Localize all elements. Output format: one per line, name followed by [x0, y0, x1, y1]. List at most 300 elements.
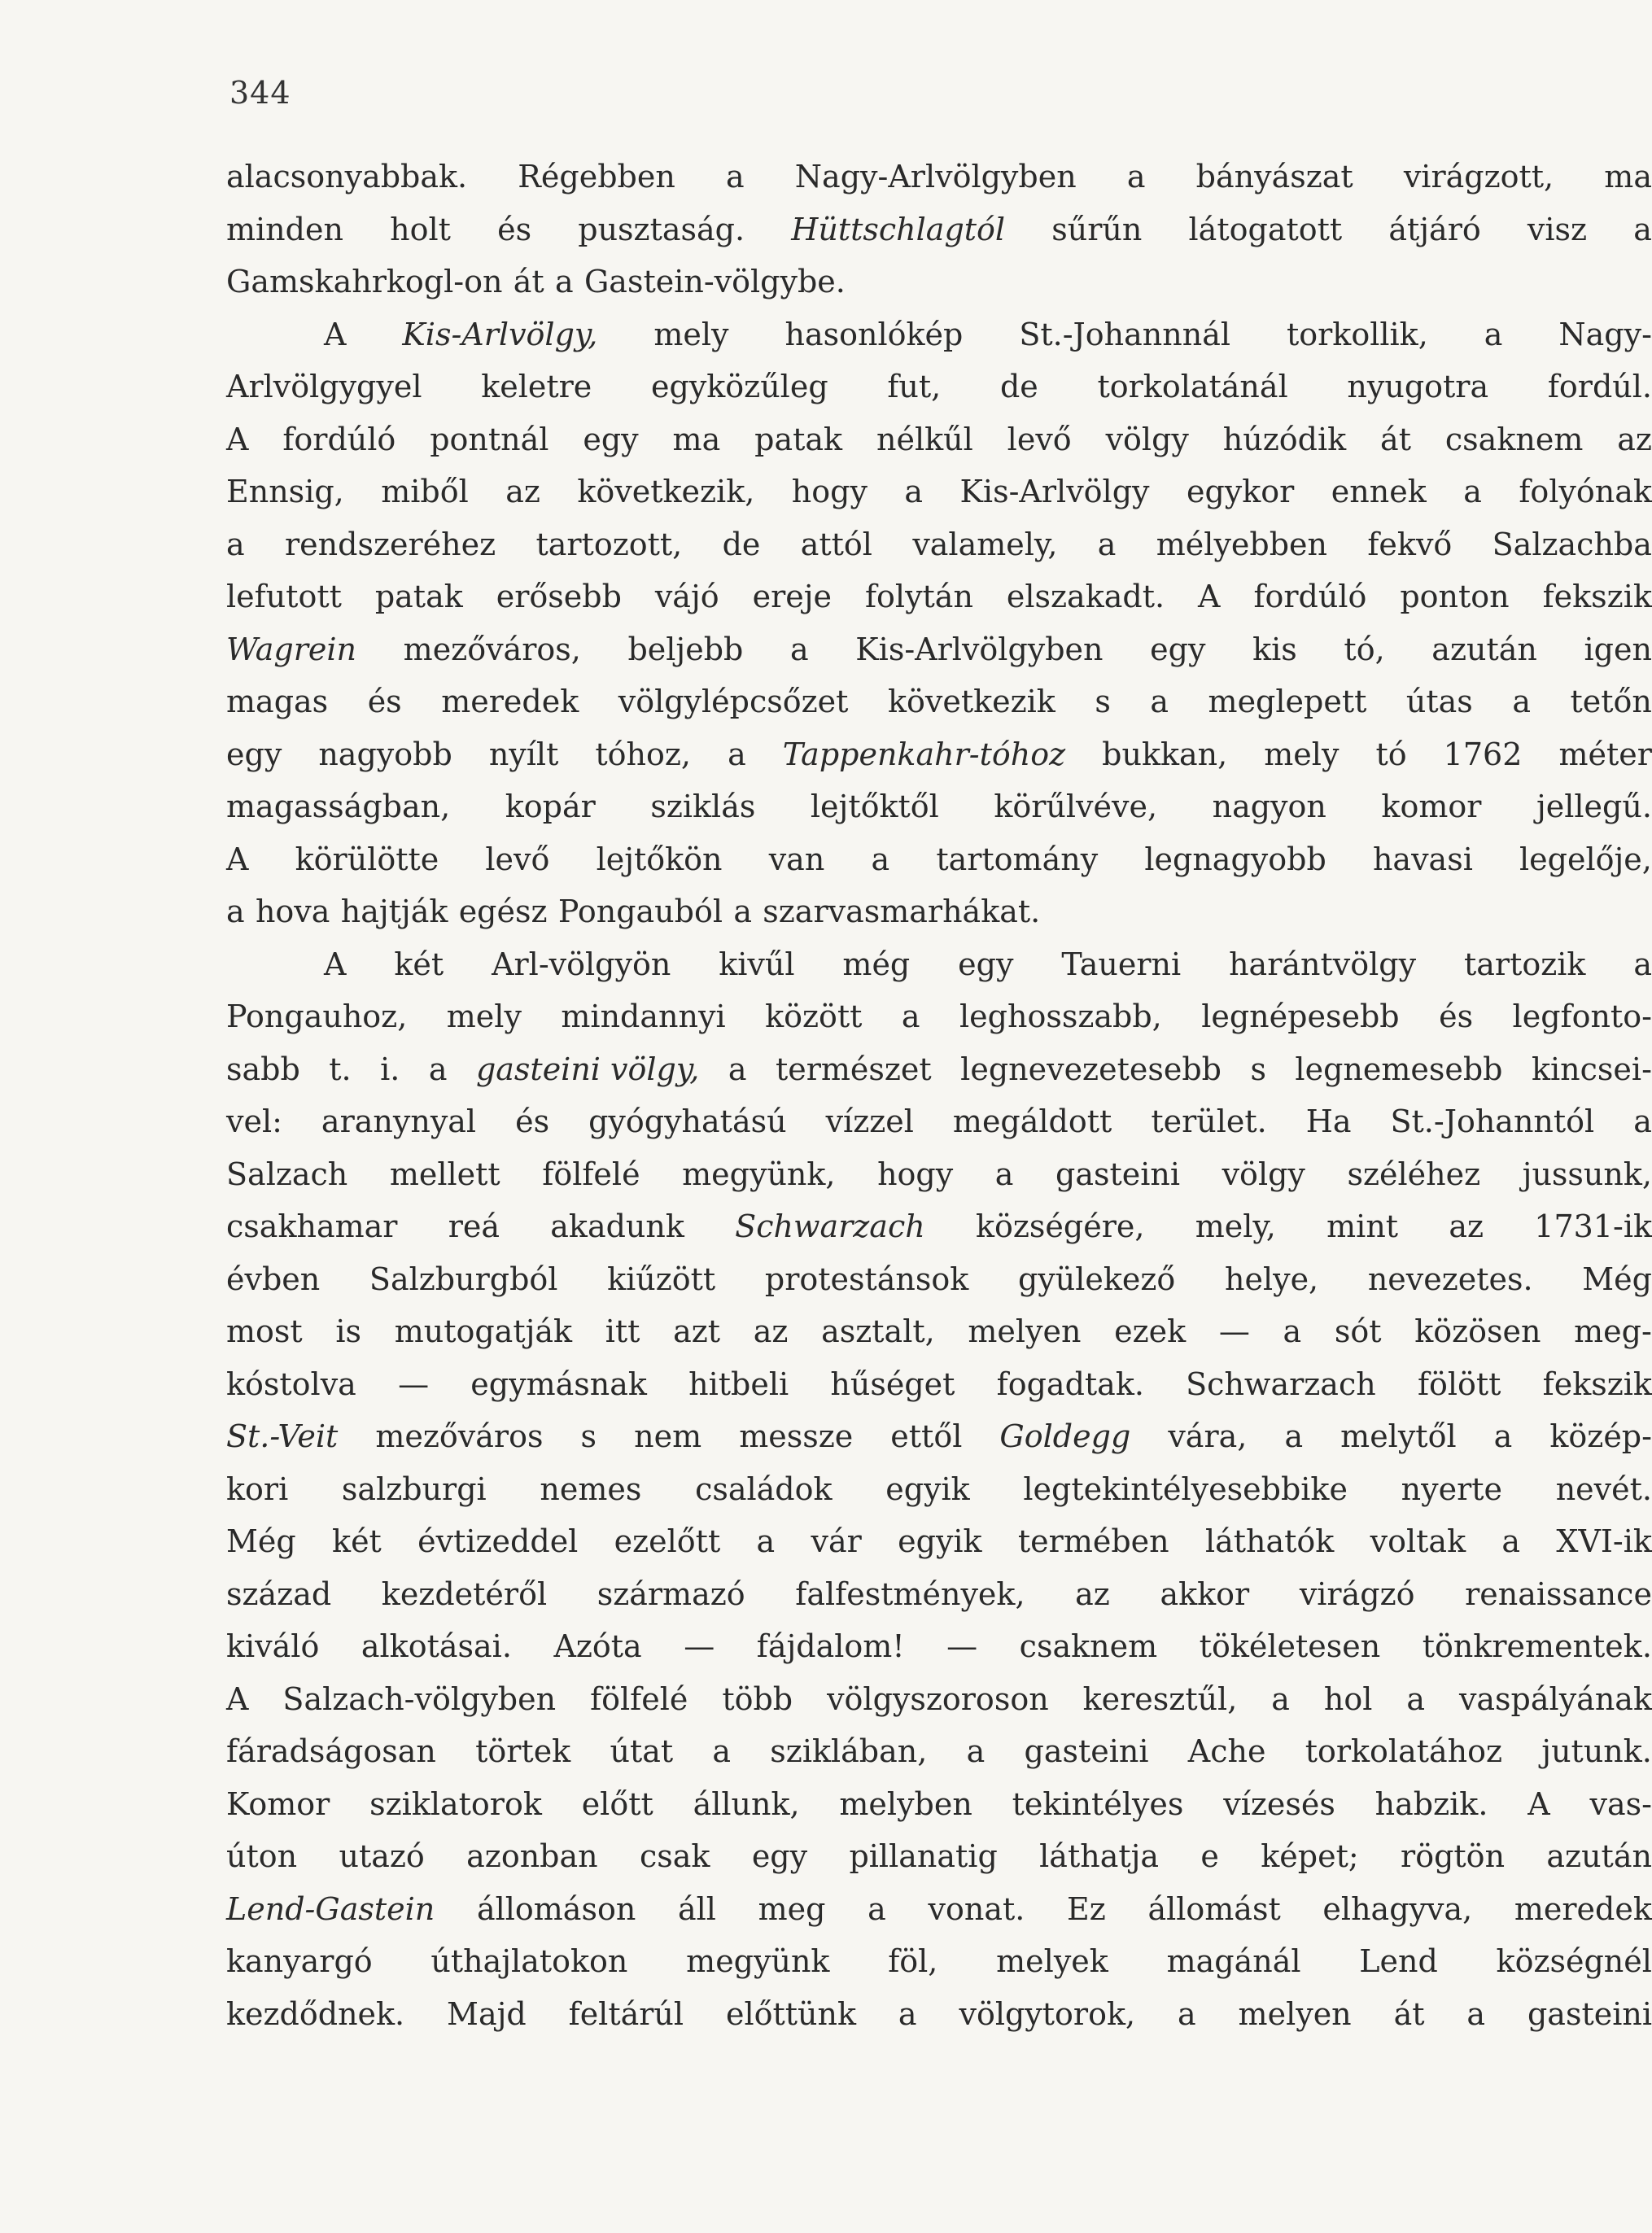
word: meglepett — [1208, 684, 1367, 719]
italic-term: gasteini völgy, — [475, 1051, 700, 1087]
word: lejtőkön — [596, 841, 723, 877]
word: magánál — [1166, 1943, 1301, 1979]
word: a — [871, 841, 890, 877]
word: állomást — [1147, 1890, 1281, 1927]
text-line — [226, 1471, 1652, 1524]
word: St.-Johanntól — [1390, 1103, 1595, 1139]
word: ettől — [890, 1418, 963, 1454]
word: visz — [1527, 211, 1588, 247]
word: melyben — [839, 1785, 972, 1822]
word: csak — [639, 1838, 710, 1874]
word: pontnál — [430, 421, 549, 457]
word: vaspályának — [1458, 1680, 1652, 1717]
word: kiváló — [226, 1628, 320, 1664]
text-line — [226, 1523, 1652, 1576]
word: és — [497, 211, 532, 247]
word: a — [790, 631, 809, 667]
word: a — [756, 1523, 776, 1559]
word: megyünk — [686, 1943, 830, 1979]
word: látogatott — [1188, 211, 1343, 247]
word: az — [505, 474, 540, 509]
word: St.-Johannnál — [1019, 316, 1231, 352]
word: azután — [1546, 1838, 1652, 1874]
word: a — [1150, 684, 1169, 719]
word: fölfelé — [542, 1156, 640, 1192]
word: legnemesebb — [1295, 1051, 1503, 1087]
word: vízzel — [825, 1103, 914, 1139]
text-line — [226, 684, 1652, 736]
word: lefutott — [226, 579, 342, 614]
word: a — [1633, 1103, 1652, 1139]
text-line — [226, 736, 1652, 789]
word: virágzott, — [1403, 159, 1554, 194]
text-line — [226, 212, 1652, 264]
word: t. — [329, 1051, 352, 1087]
word: — — [398, 1366, 430, 1402]
word: kopár — [505, 789, 596, 824]
word: melytől — [1340, 1418, 1457, 1454]
word: tönkrementek. — [1422, 1628, 1652, 1664]
word: Schwarzach — [1186, 1366, 1376, 1402]
word: előtt — [581, 1785, 653, 1822]
word: sót — [1334, 1313, 1382, 1349]
word: Régebben — [518, 159, 675, 194]
word: Gastein-völgybe. — [583, 264, 846, 299]
word: minden — [226, 211, 343, 247]
word: ma — [1604, 159, 1652, 194]
word: a — [554, 264, 574, 299]
text-line — [226, 317, 1652, 369]
word: kivűl — [719, 946, 795, 982]
word: ereje — [752, 579, 833, 614]
word: a — [1501, 1523, 1521, 1559]
word: a — [966, 1733, 986, 1769]
word: komor — [1381, 789, 1482, 824]
word: kiűzött — [607, 1261, 716, 1297]
word: községére, — [975, 1208, 1145, 1244]
word: magas — [226, 684, 329, 719]
word: torkollik, — [1286, 316, 1428, 352]
text-line — [226, 1891, 1652, 1944]
word: protestánsok — [764, 1261, 969, 1297]
word: völgyszoroson — [827, 1680, 1049, 1717]
word: a — [1097, 526, 1117, 562]
word: fordúló — [282, 421, 396, 457]
word: hasonlókép — [784, 316, 964, 352]
word: hitbeli — [688, 1366, 789, 1402]
text-line — [226, 999, 1652, 1051]
word: vájó — [654, 579, 719, 614]
word: pusztaság. — [578, 211, 745, 247]
word: legfonto- — [1512, 999, 1652, 1034]
text-line — [226, 474, 1652, 527]
text-line — [226, 369, 1652, 422]
word: ponton — [1400, 579, 1510, 614]
word: harántvölgy — [1229, 946, 1417, 982]
word: fordúló — [1253, 579, 1367, 614]
word: és — [1439, 999, 1474, 1034]
word: rögtön — [1401, 1838, 1506, 1874]
word: Lend — [1359, 1943, 1438, 1979]
word: fogadtak. — [996, 1366, 1144, 1402]
word: az — [753, 1313, 789, 1349]
word: fut, — [887, 369, 942, 404]
word: Nagy- — [1558, 316, 1652, 352]
word: útas — [1405, 684, 1473, 719]
word: tó, — [1344, 631, 1385, 667]
word: A — [1527, 1785, 1550, 1822]
word: jellegű. — [1536, 789, 1652, 824]
word: levő — [485, 841, 550, 877]
text-line — [226, 1103, 1652, 1156]
word: vár — [811, 1523, 862, 1559]
italic-term: Kis-Arlvölgy, — [402, 316, 598, 352]
text-line — [226, 841, 1652, 894]
word: legnépesebb — [1201, 999, 1400, 1034]
text-line — [226, 1838, 1652, 1891]
word: fekszik — [1542, 1366, 1652, 1402]
word: a — [1484, 316, 1503, 352]
word: asztalt, — [821, 1313, 935, 1349]
word: vas- — [1589, 1785, 1652, 1822]
word: Ha — [1305, 1103, 1352, 1139]
word: nemes — [540, 1470, 642, 1507]
word: Arl-völgyön — [492, 946, 671, 982]
word: salzburgi — [341, 1470, 487, 1507]
word: Még — [1582, 1261, 1652, 1297]
word: bányászat — [1195, 159, 1353, 194]
word: tökéletesen — [1199, 1628, 1381, 1664]
word: leghosszabb, — [959, 999, 1162, 1034]
text-line — [226, 1681, 1652, 1734]
word: mutogatják — [394, 1313, 573, 1349]
word: nagyon — [1212, 789, 1326, 824]
word: láthatók — [1204, 1523, 1335, 1559]
word: a — [901, 999, 920, 1034]
word: lejtőktől — [810, 789, 939, 824]
word: hogy — [791, 474, 868, 509]
word: 1731-ik — [1534, 1208, 1652, 1244]
italic-term: Schwarzach — [735, 1208, 925, 1244]
word: torkolatához — [1305, 1733, 1503, 1769]
text-line — [226, 946, 1652, 999]
word: törtek — [475, 1733, 571, 1769]
word: kezdetéről — [381, 1575, 548, 1612]
word: a — [725, 159, 745, 194]
word: holt — [390, 211, 451, 247]
word: melyek — [996, 1943, 1108, 1979]
word: legnevezetesebb — [960, 1051, 1222, 1087]
word: a — [1633, 946, 1652, 982]
word: azonban — [466, 1838, 598, 1874]
text-line — [226, 1418, 1652, 1471]
word: tartomány — [936, 841, 1099, 877]
word: egy — [958, 946, 1014, 982]
italic-term: Goldegg — [999, 1418, 1131, 1454]
word: melyen — [1238, 1995, 1352, 2032]
word: egykor — [1186, 474, 1295, 509]
word: völgytorok, — [959, 1995, 1136, 2032]
word: s — [580, 1418, 597, 1454]
word: körülötte — [295, 841, 439, 877]
word: méter — [1558, 736, 1652, 772]
word: a — [1633, 211, 1652, 247]
word: csaknem — [1019, 1628, 1158, 1664]
word: mindannyi — [561, 999, 726, 1034]
word: a — [1271, 1680, 1290, 1717]
word: egy — [226, 736, 282, 772]
word: mely — [446, 999, 522, 1034]
word: át — [1380, 421, 1411, 457]
word: a — [1283, 1313, 1302, 1349]
word: tetőn — [1570, 684, 1652, 719]
word: utazó — [339, 1838, 425, 1874]
word: erősebb — [496, 579, 622, 614]
text-line — [226, 1156, 1652, 1209]
word: jussunk, — [1522, 1156, 1652, 1192]
word: — — [946, 1628, 978, 1664]
word: sziklás — [650, 789, 756, 824]
word: a — [1284, 1418, 1304, 1454]
word: egymásnak — [470, 1366, 647, 1402]
word: széléhez — [1347, 1156, 1481, 1192]
word: családok — [695, 1470, 833, 1507]
word: egy — [583, 421, 639, 457]
word: kanyargó — [226, 1943, 373, 1979]
word: állunk, — [693, 1785, 800, 1822]
word: a — [1406, 1680, 1425, 1717]
text-line — [226, 1051, 1652, 1104]
word: hol — [1323, 1680, 1373, 1717]
text-line — [226, 1786, 1652, 1839]
word: elhagyva, — [1322, 1890, 1473, 1927]
word: A — [1198, 579, 1221, 614]
word: Majd — [447, 1995, 527, 2032]
text-line — [226, 1576, 1652, 1629]
word: sűrűn — [1051, 211, 1143, 247]
word: az — [1075, 1575, 1110, 1612]
word: voltak — [1370, 1523, 1466, 1559]
word: nevét. — [1555, 1470, 1652, 1507]
text-line — [226, 894, 1652, 946]
word: az — [1617, 421, 1652, 457]
word: havasi — [1372, 841, 1473, 877]
page-number: 344 — [229, 75, 291, 111]
word: alkotásai. — [361, 1628, 512, 1664]
word: át — [1393, 1995, 1425, 2032]
word: keletre — [481, 369, 592, 404]
word: Arlvölgygyel — [226, 369, 422, 404]
word: feltárúl — [568, 1995, 684, 2032]
word: mezőváros — [375, 1418, 544, 1454]
word: bukkan, — [1102, 736, 1228, 772]
word: s — [1250, 1051, 1266, 1087]
word: terület. — [1151, 1103, 1267, 1139]
word: rendszeréhez — [285, 526, 496, 562]
word: között — [765, 999, 863, 1034]
word: mellett — [389, 1156, 500, 1192]
word: folytán — [864, 579, 973, 614]
word: a — [1466, 1995, 1486, 2032]
text-line — [226, 527, 1652, 579]
word: sabb — [226, 1051, 300, 1087]
word: fölött — [1417, 1366, 1501, 1402]
word: Salzach-völgyben — [282, 1680, 557, 1717]
word: ennek — [1331, 474, 1427, 509]
word: azt — [673, 1313, 721, 1349]
word: körűlvéve, — [994, 789, 1158, 824]
word: i. — [380, 1051, 400, 1087]
word: láthatja — [1039, 1838, 1160, 1874]
word: beljebb — [627, 631, 744, 667]
text-line — [226, 1261, 1652, 1314]
word: a — [1177, 1995, 1196, 2032]
word: de — [999, 369, 1038, 404]
word: gyülekező — [1017, 1261, 1176, 1297]
word: megáldott — [952, 1103, 1112, 1139]
word: nyugotra — [1347, 369, 1489, 404]
word: most — [226, 1313, 303, 1349]
word: sziklatorok — [369, 1785, 542, 1822]
word: tekintélyes — [1012, 1785, 1184, 1822]
word: fekvő — [1367, 526, 1453, 562]
word: és — [515, 1103, 550, 1139]
word: hogy — [877, 1156, 954, 1192]
word: kori — [226, 1470, 289, 1507]
word: legnagyobb — [1144, 841, 1326, 877]
word: állomáson — [476, 1890, 636, 1927]
word: Ez — [1067, 1890, 1106, 1927]
word: hűséget — [830, 1366, 955, 1402]
text-line — [226, 1943, 1652, 1996]
word: melyen — [968, 1313, 1082, 1349]
word: de — [722, 526, 761, 562]
word: a — [868, 1890, 886, 1927]
word: át — [513, 264, 544, 299]
word: gasteini — [1024, 1733, 1149, 1769]
word: nyílt — [488, 736, 559, 772]
word: itt — [605, 1313, 640, 1349]
word: kezdődnek. — [226, 1995, 405, 2032]
word: fáradságosan — [226, 1733, 436, 1769]
word: több — [722, 1680, 793, 1717]
word: gasteini — [1055, 1156, 1181, 1192]
word: van — [768, 841, 825, 877]
text-line — [226, 1996, 1652, 2049]
word: magasságban, — [226, 789, 451, 824]
word: mely — [1264, 736, 1340, 772]
word: — — [684, 1628, 715, 1664]
word: Azóta — [553, 1628, 642, 1664]
word: Salzach — [226, 1156, 348, 1192]
word: akadunk — [550, 1208, 684, 1244]
word: következik, — [577, 474, 755, 509]
word: helye, — [1224, 1261, 1319, 1297]
word: azután — [1431, 631, 1537, 667]
word: pillanatig — [849, 1838, 998, 1874]
word: megyünk, — [682, 1156, 836, 1192]
word: a — [733, 894, 752, 929]
word: Pongauból — [557, 894, 723, 929]
word: következik — [887, 684, 1055, 719]
word: csaknem — [1444, 421, 1584, 457]
word: miből — [381, 474, 469, 509]
word: levő — [1007, 421, 1072, 457]
word: is — [335, 1313, 362, 1349]
word: tartozik — [1463, 946, 1586, 982]
word: fölfelé — [590, 1680, 688, 1717]
text-line — [226, 264, 1652, 317]
word: a — [428, 1051, 448, 1087]
word: völgy — [1105, 421, 1189, 457]
text-line — [226, 1313, 1652, 1366]
word: Még — [226, 1523, 296, 1559]
italic-term: Lend-Gastein — [226, 1890, 435, 1927]
word: valamely, — [912, 526, 1058, 562]
italic-term: St.-Veit — [226, 1418, 339, 1454]
word: e — [1200, 1838, 1219, 1874]
word: nyerte — [1401, 1470, 1502, 1507]
word: egyik — [885, 1470, 970, 1507]
word: kóstolva — [226, 1366, 356, 1402]
word: kis — [1252, 631, 1297, 667]
word: évben — [226, 1261, 321, 1297]
text-line — [226, 631, 1652, 684]
word: ezek — [1114, 1313, 1187, 1349]
word: mely — [653, 316, 729, 352]
word: Ache — [1187, 1733, 1266, 1769]
word: gyógyhatású — [588, 1103, 787, 1139]
word: Nagy-Arlvölgyben — [794, 159, 1077, 194]
word: útat — [610, 1733, 674, 1769]
text-line — [226, 1733, 1652, 1786]
word: és — [367, 684, 402, 719]
word: XVI-ik — [1556, 1523, 1652, 1559]
word: völgy — [1222, 1156, 1305, 1192]
word: szarvasmarhákat. — [763, 894, 1041, 929]
word: úton — [226, 1838, 298, 1874]
word: mint — [1326, 1208, 1399, 1244]
word: meg — [758, 1890, 826, 1927]
word: vel: — [226, 1103, 282, 1139]
word: a — [1493, 1418, 1513, 1454]
word: aranynyal — [321, 1103, 477, 1139]
text-line — [226, 789, 1652, 841]
word: s — [1095, 684, 1111, 719]
word: fordúl. — [1547, 369, 1652, 404]
word: egyközűleg — [651, 369, 828, 404]
word: Kis-Arlvölgy — [959, 474, 1150, 509]
word: egy — [1150, 631, 1206, 667]
text-line — [226, 579, 1652, 631]
word: A — [226, 1680, 249, 1717]
word: a — [1463, 474, 1482, 509]
word: még — [842, 946, 911, 982]
word: legelője, — [1519, 841, 1652, 877]
word: természet — [775, 1051, 932, 1087]
word: a — [994, 1156, 1014, 1192]
word: patak — [754, 421, 843, 457]
word: előttünk — [725, 1995, 857, 2032]
text-line — [226, 422, 1652, 474]
word: a — [226, 894, 245, 929]
word: évtizeddel — [417, 1523, 579, 1559]
word: meredek — [1514, 1890, 1652, 1927]
italic-term: Wagrein — [226, 631, 357, 667]
word: — — [1218, 1313, 1250, 1349]
word: völgylépcsőzet — [618, 684, 849, 719]
text-line — [226, 1366, 1652, 1419]
